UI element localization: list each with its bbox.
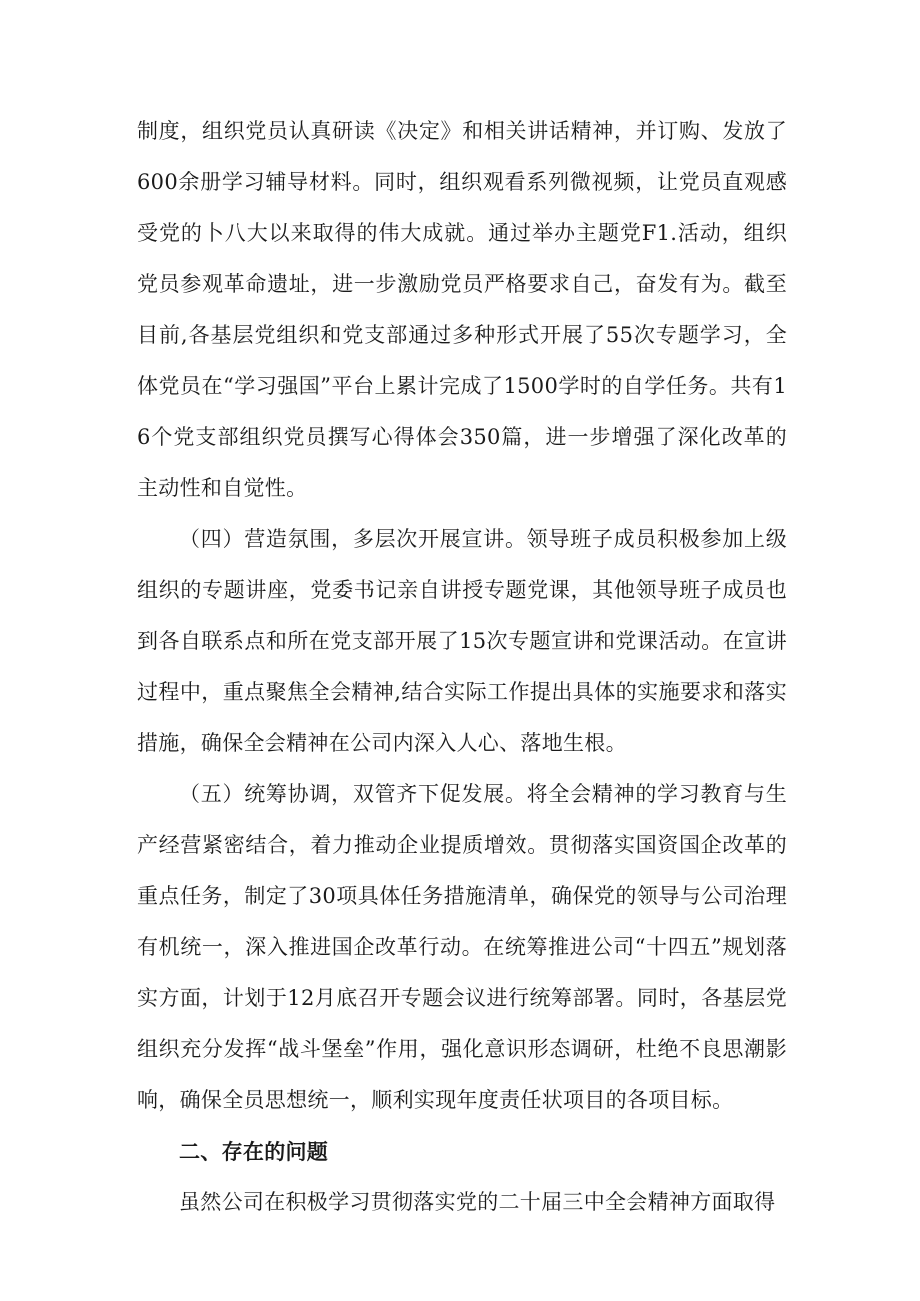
- paragraph-study-materials: 制度，组织党员认真研读《决定》和相关讲话精神，并订购、发放了600余册学习辅导材料。同时，组织观看系列微视频，让党员直观感受党的卜八大以来取得的伟大成就。通过举办主题党F1.活动，组织党员参观革命遗址，进一步激励党员严格要求自己，奋发有为。截至目前,各基层党组织和党支部通过多种形式开展了55次专题学习，全体党员在“学习强国”平台上累计完成了1500学时的自学任务。共有16个党支部组织党员撰写心得体会350篇，进一步增强了深化改革的主动性和自觉性。: [137, 119, 787, 500]
- section-heading-problems: 二、存在的问题: [179, 1139, 329, 1164]
- paragraph-problems-intro: 虽然公司在积极学习贯彻落实党的二十届三中全会精神方面取得: [179, 1190, 776, 1214]
- document-body: [137, 106, 787, 1228]
- paragraph-section-five: （五）统筹协调，双管齐下促发展。将全会精神的学习教育与生产经营紧密结合，着力推动企业提质增效。贯彻落实国资国企改革的重点任务，制定了30项具体任务措施清单，确保党的领导与公司治理有机统一，深入推进国企改革行动。在统筹推进公司“十四五”规划落实方面，计划于12月底召开专题会议进行统筹部署。同时，各基层党组织充分发挥“战斗堡垒”作用，强化意识形态调研，杜绝不良思潮影响，确保全员思想统一，顺利实现年度责任状项目的各项目标。: [137, 782, 787, 1112]
- paragraph-section-four: （四）营造氛围，多层次开展宣讲。领导班子成员积极参加上级组织的专题讲座，党委书记亲自讲授专题党课，其他领导班子成员也到各自联系点和所在党支部开展了15次专题宣讲和党课活动。在宣讲过程中，重点聚焦全会精神,结合实际工作提出具体的实施要求和落实措施，确保全会精神在公司内深入人心、落地生根。: [137, 527, 787, 755]
